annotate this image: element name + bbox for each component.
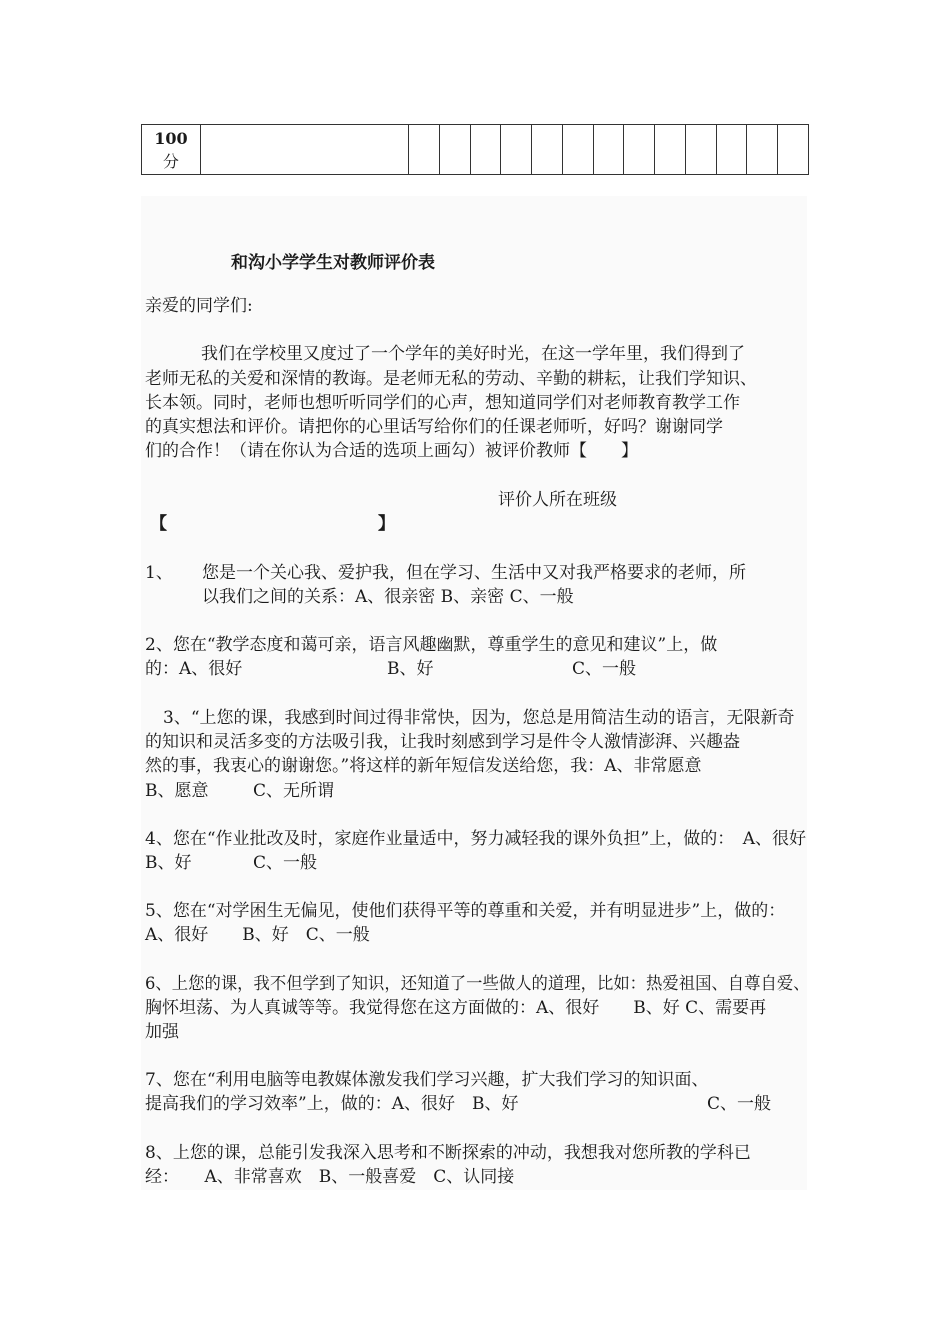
table-cell [747, 125, 778, 175]
intro-line-1: 我们在学校里又度过了一个学年的美好时光，在这一学年里，我们得到了 [201, 344, 745, 364]
score-table [141, 124, 809, 175]
table-cell [562, 125, 593, 175]
question-2-option-c: C、一般 [572, 659, 637, 679]
question-7-option-c: C、一般 [707, 1094, 772, 1114]
question-1-number: 1、 [145, 563, 173, 583]
table-cell [593, 125, 624, 175]
question-1-line-2: 以我们之间的关系：A、很亲密 B、亲密 C、一般 [202, 587, 574, 607]
table-row [142, 125, 809, 175]
question-4-option-b: B、好 [145, 853, 192, 873]
score-unit: 分 [162, 151, 179, 171]
question-3-option-c: C、无所谓 [253, 781, 335, 801]
class-bracket-close: 】 [378, 514, 395, 534]
question-3-line-2: 的知识和灵活多变的方法吸引我，让我时刻感到学习是件令人激情澎湃、兴趣盎 [145, 732, 740, 752]
table-cell [778, 125, 809, 175]
score-value: 100 [154, 128, 188, 148]
greeting: 亲爱的同学们: [145, 296, 253, 316]
intro-line-2: 老师无私的关爱和深情的教诲。是老师无私的劳动、辛勤的耕耘，让我们学知识、 [145, 369, 757, 389]
question-8-line-2: 经： A、非常喜欢 B、一般喜爱 C、认同接 [145, 1167, 515, 1187]
table-cell [624, 125, 655, 175]
question-4-option-c: C、一般 [253, 853, 318, 873]
table-cell [685, 125, 716, 175]
class-label: 评价人所在班级 [498, 490, 617, 510]
table-cell [200, 125, 408, 175]
question-7-line-1: 7、您在“利用电脑等电教媒体激发我们学习兴趣，扩大我们学习的知识面、 [145, 1070, 709, 1090]
question-6-line-2: 胸怀坦荡、为人真诚等等。我觉得您在这方面做的：A、很好 B、好 C、需要再 [145, 998, 767, 1018]
intro-line-3: 长本领。同时，老师也想听听同学们的心声，想知道同学们对老师教育教学工作 [145, 393, 740, 413]
question-3-option-b: B、愿意 [145, 781, 209, 801]
question-4-line-1: 4、您在“作业批改及时，家庭作业量适中，努力减轻我的课外负担”上，做的： A、很好 [145, 829, 806, 849]
page-title: 和沟小学学生对教师评价表 [231, 253, 435, 273]
question-5-line-2: A、很好 B、好 C、一般 [145, 925, 370, 945]
question-8-line-1: 8、上您的课，总能引发我深入思考和不断探索的冲动，我想我对您所教的学科已 [145, 1143, 751, 1163]
table-cell [439, 125, 470, 175]
question-2-option-a: 的：A、很好 [145, 659, 243, 679]
table-cell [501, 125, 532, 175]
question-7-options-a-b: 提高我们的学习效率”上，做的：A、很好 B、好 [145, 1094, 519, 1114]
question-2-option-b: B、好 [387, 659, 434, 679]
question-3-line-3: 然的事，我衷心的谢谢您。”将这样的新年短信发送给您，我：A、非常愿意 [145, 756, 702, 776]
question-6-line-1: 6、上您的课，我不但学到了知识，还知道了一些做人的道理，比如：热爱祖国、自尊自爱、 [145, 974, 810, 994]
table-cell [716, 125, 747, 175]
question-5-line-1: 5、您在“对学困生无偏见，使他们获得平等的尊重和关爱，并有明显进步”上，做的： [145, 901, 786, 921]
intro-line-4: 的真实想法和评价。请把你的心里话写给你们的任课老师听，好吗？谢谢同学 [145, 417, 723, 437]
table-cell [470, 125, 501, 175]
table-cell [655, 125, 686, 175]
question-2-line-1: 2、您在“教学态度和蔼可亲，语言风趣幽默，尊重学生的意见和建议”上，做 [145, 635, 718, 655]
score-label-cell [142, 125, 201, 175]
question-6-line-3: 加强 [145, 1022, 179, 1042]
table-cell [532, 125, 563, 175]
question-1-line-1: 您是一个关心我、爱护我，但在学习、生活中又对我严格要求的老师，所 [202, 563, 746, 583]
intro-line-5: 们的合作！（请在你认为合适的选项上画勾）被评价教师【 】 [145, 441, 638, 461]
table-cell [409, 125, 440, 175]
question-3-line-1: 3、“上您的课，我感到时间过得非常快，因为，您总是用简洁生动的语言，无限新奇 [163, 708, 795, 728]
class-bracket-open: 【 [150, 514, 167, 534]
